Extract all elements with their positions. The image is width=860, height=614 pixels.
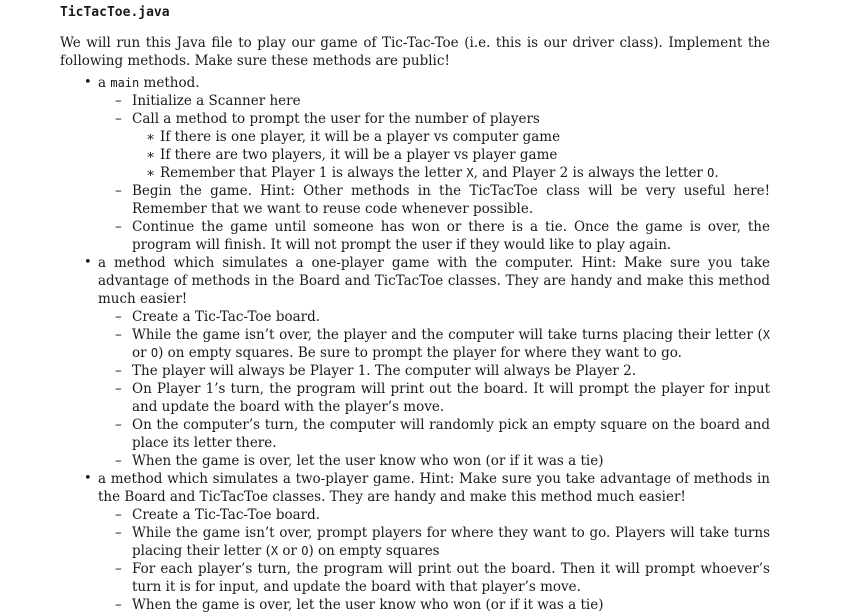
list-item: – For each player’s turn, the program will print out the board. Then it will prompt whoever’s turn it is for input, and update the board with that player’s move. xyxy=(115,561,770,595)
list-item: – While the game isn’t over, prompt players for where they want to go. Players will take turns placing their letter (X or O) on empty squares xyxy=(115,525,770,559)
list-item: – On Player 1’s turn, the program will print out the board. It will prompt the player for input and update the board with the player’s move. xyxy=(115,381,770,415)
list-item: – When the game is over, let the user know who won (or if it was a tie) xyxy=(115,597,604,613)
bullet-icon: • xyxy=(84,255,92,270)
dash-icon: – xyxy=(115,183,122,199)
bullet-icon: • xyxy=(84,75,92,90)
star-icon: ∗ xyxy=(146,165,156,181)
one-player-method-label: a method which simulates a one-player game with the computer. Hint: Make sure you take advantage of methods in the Board and TicTacToe classes. They are handy and make this method much easier! xyxy=(98,255,770,307)
list-item: ∗ If there are two players, it will be a player vs player game xyxy=(146,147,558,163)
list-item: – Initialize a Scanner here xyxy=(115,93,301,109)
dash-icon: – xyxy=(115,597,122,613)
list-item: ∗ If there is one player, it will be a player vs computer game xyxy=(146,129,561,145)
list-item: – On the computer’s turn, the computer will randomly pick an empty square on the board and place its letter there. xyxy=(115,417,770,451)
dash-icon: – xyxy=(115,93,122,109)
dash-icon: – xyxy=(115,525,122,541)
star-icon: ∗ xyxy=(146,147,156,163)
list-item: – While the game isn’t over, the player and the computer will take turns placing their letter (X or O) on empty squares. Be sure to prompt the player for where they want to go. xyxy=(115,327,770,361)
dash-icon: – xyxy=(115,417,122,433)
dash-icon: – xyxy=(115,507,122,523)
dash-icon: – xyxy=(115,453,122,469)
list-item: – Create a Tic-Tac-Toe board. xyxy=(115,309,321,325)
dash-icon: – xyxy=(115,309,122,325)
list-item: ∗ Remember that Player 1 is always the letter X, and Player 2 is always the letter O. xyxy=(146,165,719,181)
methods-list xyxy=(60,74,770,614)
dash-icon: – xyxy=(115,327,122,343)
list-item: – Begin the game. Hint: Other methods in the TicTacToe class will be very useful here! Remember that we want to reuse code whenever possible. xyxy=(115,183,770,217)
dash-icon: – xyxy=(115,219,122,235)
main-method-label: a main method. xyxy=(98,75,200,91)
bullet-icon: • xyxy=(84,471,92,486)
list-item: – Create a Tic-Tac-Toe board. xyxy=(115,507,321,523)
list-item: – Continue the game until someone has won or there is a tie. Once the game is over, the program will finish. It will not prompt the user if they would like to play again. xyxy=(115,219,770,253)
list-item: – Call a method to prompt the user for the number of players ∗ If there is one player, it will be a player vs computer game ∗ If there are two players, it will be a player vs player game ∗ Remember that Player 1 is always the letter X, and Player 2 is always the letter O. xyxy=(98,110,770,182)
two-player-steps xyxy=(98,506,770,614)
dash-icon: – xyxy=(115,561,122,577)
list-item: – When the game is over, let the user know who won (or if it was a tie) xyxy=(115,453,604,469)
list-item: – The player will always be Player 1. The computer will always be Player 2. xyxy=(115,363,637,379)
dash-icon: – xyxy=(115,381,122,397)
one-player-steps xyxy=(98,308,770,470)
main-method-steps xyxy=(98,92,770,254)
intro-paragraph: We will run this Java file to play our game of Tic-Tac-Toe (i.e. this is our driver class). Implement the following methods. Make sure these methods are public! xyxy=(60,35,770,69)
file-title: TicTacToe.java xyxy=(60,5,170,20)
list-item-two-player-method xyxy=(60,470,770,614)
list-item-one-player-method xyxy=(60,254,770,470)
player-count-substeps xyxy=(132,128,770,182)
document-page xyxy=(60,4,770,614)
star-icon: ∗ xyxy=(146,129,156,145)
list-item-main-method xyxy=(60,74,770,254)
two-player-method-label: a method which simulates a two-player game. Hint: Make sure you take advantage of methods in the Board and TicTacToe classes. They are handy and make this method much easier! xyxy=(98,471,770,505)
dash-icon: – xyxy=(115,111,122,127)
dash-icon: – xyxy=(115,363,122,379)
